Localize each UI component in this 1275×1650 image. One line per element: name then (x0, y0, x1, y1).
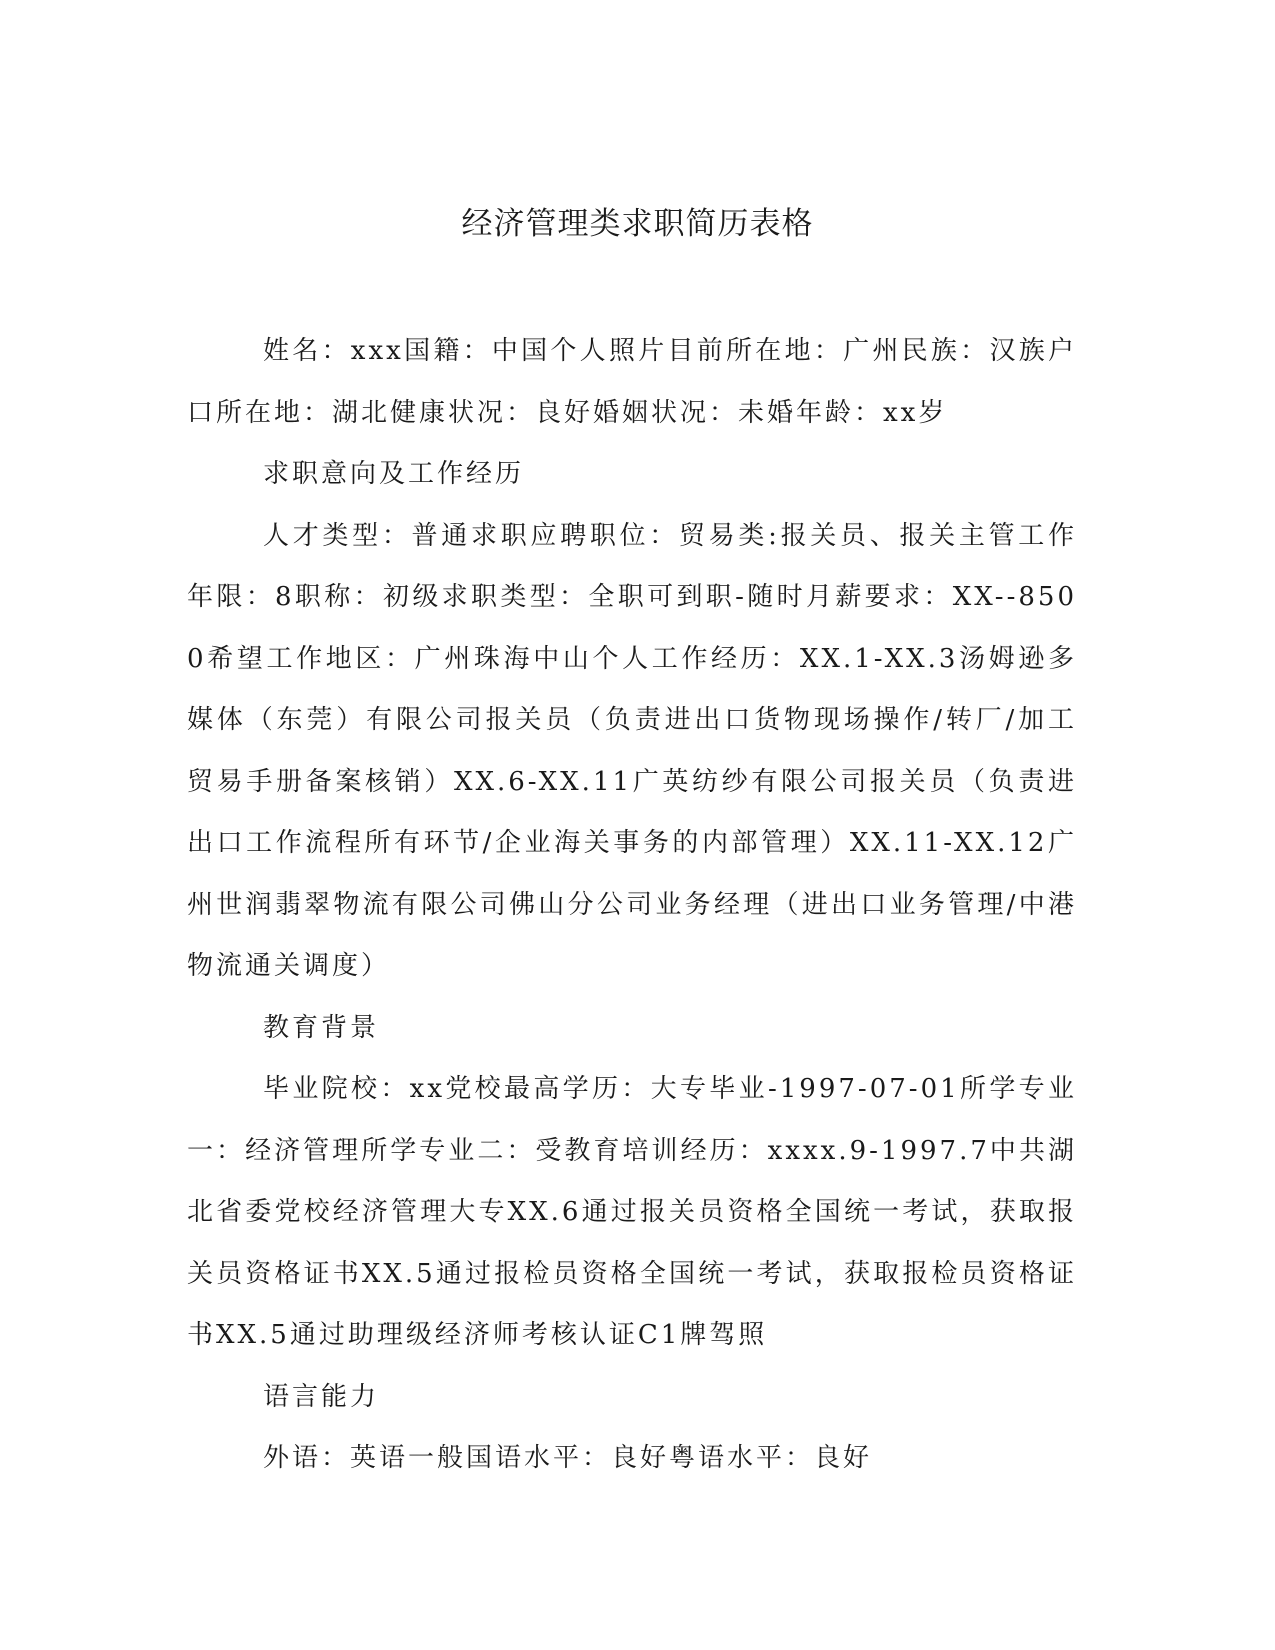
section-heading-education: 教育背景 (263, 1012, 380, 1043)
document-title: 经济管理类求职简历表格 (461, 206, 814, 242)
paragraph-education: 毕业院校：xx党校最高学历：大专毕业-1997-07-01所学专业一：经济管理所学专业二：受教育培训经历：xxxx.9-1997.7中共湖北省委党校经济管理大专XX.6通过报关员资格全国统一考试，获取报关员资格证书XX.5通过报检员资格全国统一考试，获取报检员资格证书XX.5通过助理级经济师考核认证C1牌驾照 (187, 1074, 1077, 1350)
paragraph-personal-info: 姓名：xxx国籍：中国个人照片目前所在地：广州民族：汉族户口所在地：湖北健康状况：良好婚姻状况：未婚年龄：xx岁 (187, 336, 1077, 428)
section-heading-language: 语言能力 (263, 1381, 380, 1412)
paragraph-work-experience: 人才类型：普通求职应聘职位：贸易类:报关员、报关主管工作年限：8职称：初级求职类型：全职可到职-随时月薪要求：XX--8500希望工作地区：广州珠海中山个人工作经历：XX.1-XX.3汤姆逊多媒体（东莞）有限公司报关员（负责进出口货物现场操作/转厂/加工贸易手册备案核销）XX.6-XX.11广英纺纱有限公司报关员（负责进出口工作流程所有环节/企业海关事务的内部管理）XX.11-XX.12广州世润翡翠物流有限公司佛山分公司业务经理（进出口业务管理/中港物流通关调度） (187, 520, 1077, 981)
section-heading-job-intention: 求职意向及工作经历 (263, 459, 525, 489)
paragraph-language: 外语：英语一般国语水平：良好粤语水平：良好 (263, 1443, 873, 1473)
document-body (187, 321, 1077, 1490)
